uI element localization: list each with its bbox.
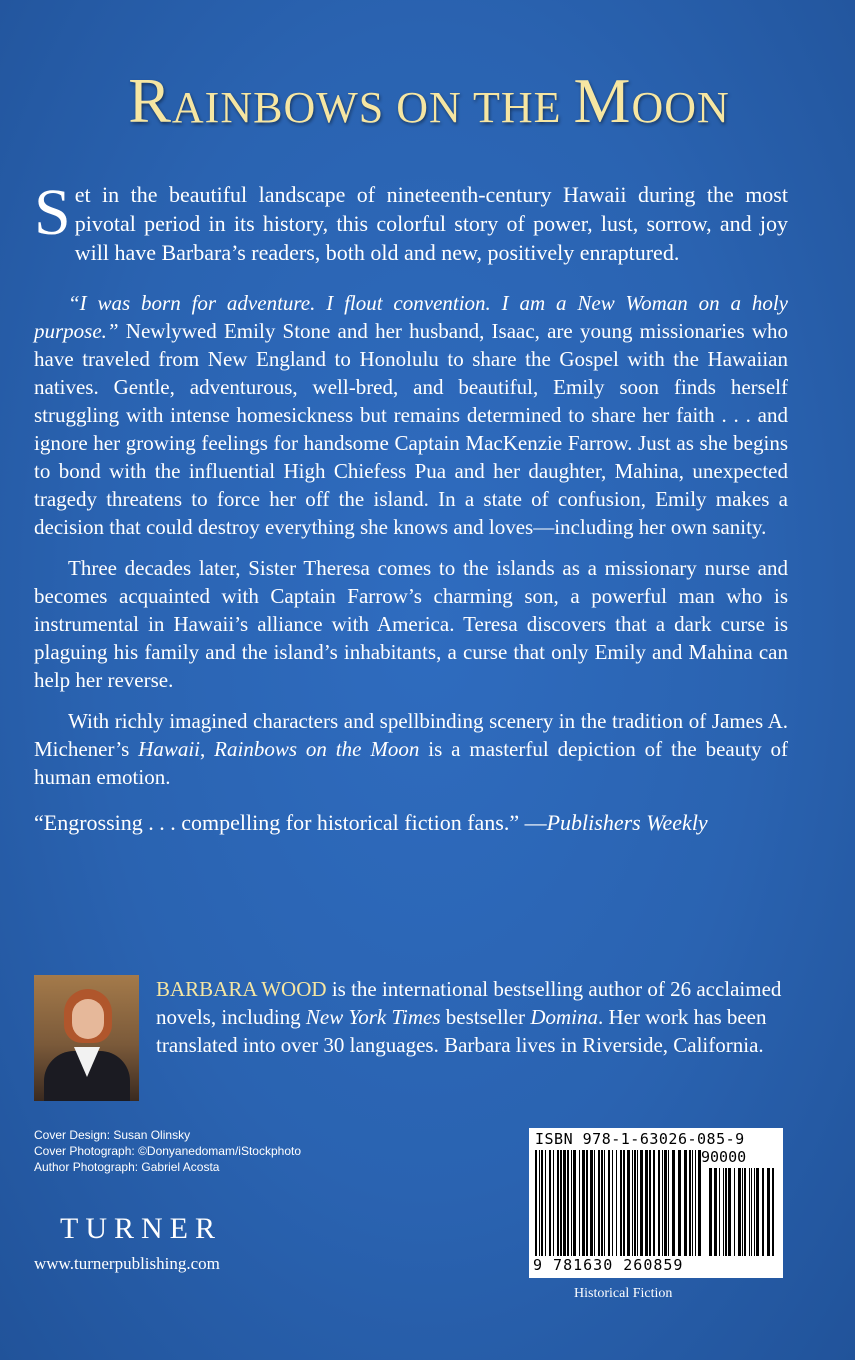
credits — [34, 1127, 301, 1175]
credit-author-photo: Author Photograph: Gabriel Acosta — [34, 1160, 220, 1174]
paragraph-1: “I was born for adventure. I flout convention. I am a New Woman on a holy purpose.” Newlywed Emily Stone and her husband, Isaac, are young missionaries who have traveled from New England to Honolulu to share the Gospel with the Hawaiian natives. Gentle, adventurous, well-bred, and beautiful, Emily soon finds herself struggling with intense homesickness but remains determined to share her faith . . . and ignore her growing feelings for handsome Captain MacKenzie Farrow. Just as she begins to bond with the influential High Chiefess Pua and her daughter, Mahina, unexpected tragedy threatens to force her off the island. In a state of confusion, Emily makes a decision that could destroy everything she knows and loves—including her own sanity. — [34, 291, 788, 539]
blurb — [34, 176, 788, 850]
publisher-logo: TURNER — [60, 1212, 222, 1245]
author-name: BARBARA WOOD — [156, 977, 327, 1001]
isbn-barcode — [529, 1128, 783, 1278]
category-label: Historical Fiction — [574, 1286, 673, 1301]
book-title: RAINBOWS ON THE MOON — [128, 65, 730, 136]
paragraph-3: With richly imagined characters and spellbinding scenery in the tradition of James A. Michener’s Hawaii, Rainbows on the Moon is a masterful depiction of the beauty of human emotion. — [34, 709, 788, 789]
author-photo — [34, 975, 139, 1101]
author-bio: BARBARA WOOD is the international bestselling author of 26 acclaimed novels, including New York Times bestseller Domina. Her work has been translated into over 30 languages. Barbara lives in Riverside, California. — [156, 977, 782, 1057]
barcode-digits: 9 781630 260859 — [533, 1256, 684, 1274]
ean-bars — [535, 1150, 705, 1256]
review-quote: “Engrossing . . . compelling for historical fiction fans.” —Publishers Weekly — [34, 810, 708, 835]
price-bars — [709, 1168, 777, 1256]
credit-design: Cover Design: Susan Olinsky — [34, 1128, 191, 1142]
credit-photo: Cover Photograph: ©Donyanedomam/iStockphoto — [34, 1144, 301, 1158]
lead-paragraph: Set in the beautiful landscape of nineteenth-century Hawaii during the most pivotal period in its history, this colorful story of power, lust, sorrow, and joy will have Barbara’s readers, both old and new, positively enraptured. — [34, 176, 788, 265]
publisher-website: www.turnerpublishing.com — [34, 1254, 220, 1273]
paragraph-2: Three decades later, Sister Theresa comes to the islands as a missionary nurse and becomes acquainted with Captain Farrow’s charming son, a powerful man who is instrumental in Hawaii’s alliance with America. Teresa discovers that a dark curse is plaguing his family and the island’s inhabitants, a curse that only Emily and Mahina can help her reverse. — [34, 556, 788, 692]
drop-cap: S — [34, 176, 71, 249]
isbn-label: ISBN 978-1-63026-085-9 — [535, 1130, 745, 1148]
price-code: 90000 — [701, 1148, 747, 1166]
